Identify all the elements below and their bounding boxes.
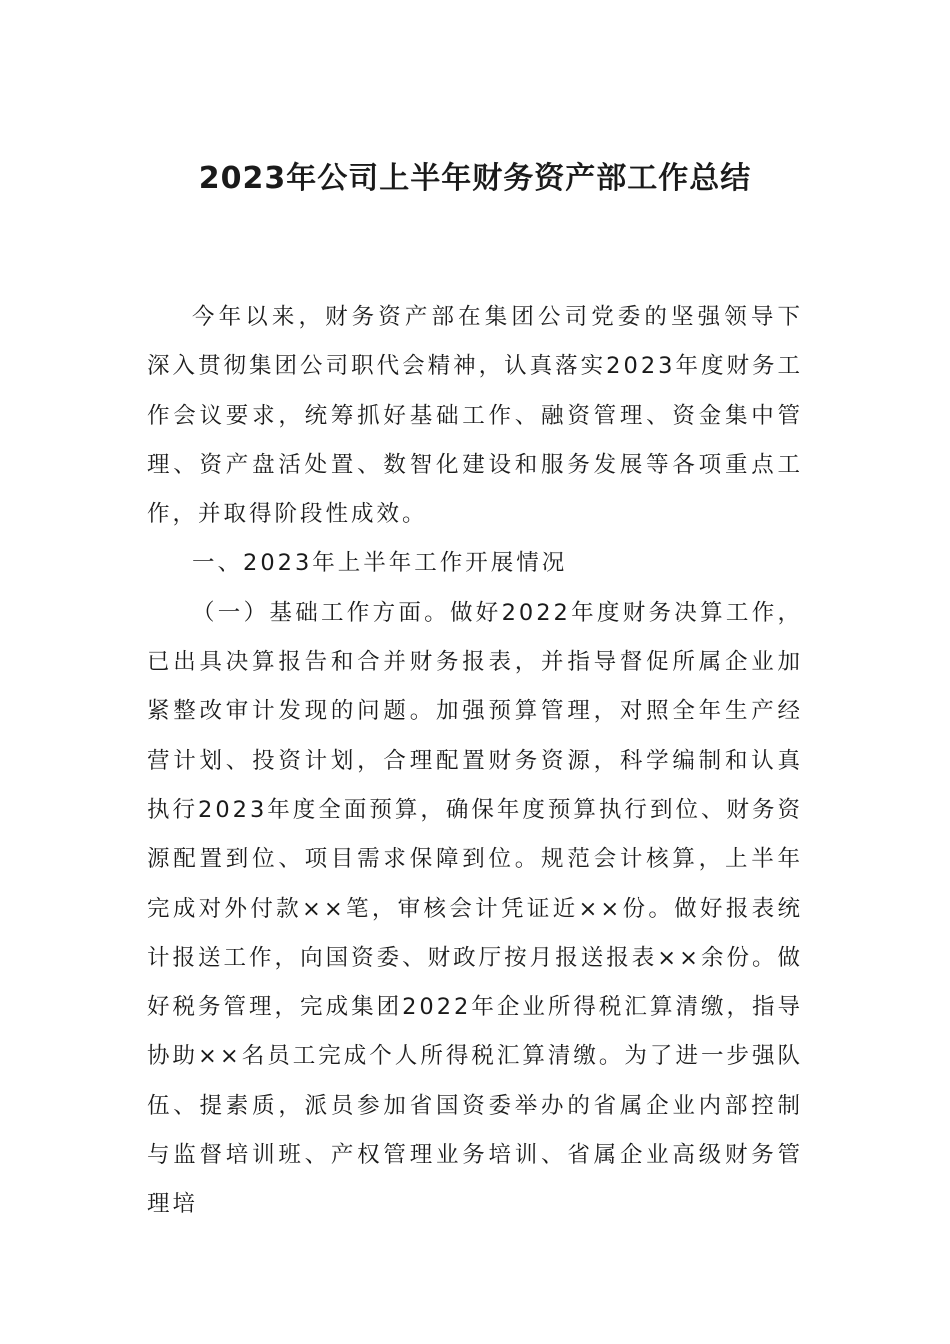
document-title: 2023年公司上半年财务资产部工作总结 xyxy=(198,161,752,196)
paragraph-basic-work: （一）基础工作方面。做好2022年度财务决算工作，已出具决算报告和合并财务报表，并指导督促所属企业加紧整改审计发现的问题。加强预算管理，对照全年生产经营计划、投资计划，合理配置财务资源，科学编制和认真执行2023年度全面预算，确保年度预算执行到位、财务资源配置到位、项目需求保障到位。规范会计核算，上半年完成对外付款××笔，审核会计凭证近××份。做好报表统计报送工作，向国资委、财政厅按月报送报表××余份。做好税务管理，完成集团2022年企业所得税汇算清缴，指导协助××名员工完成个人所得税汇算清缴。为了进一步强队伍、提素质，派员参加省国资委举办的省属企业内部控制与监督培训班、产权管理业务培训、省属企业高级财务管理培 xyxy=(147,599,803,1218)
paragraph-intro: 今年以来，财务资产部在集团公司党委的坚强领导下深入贯彻集团公司职代会精神，认真落实2023年度财务工作会议要求，统筹抓好基础工作、融资管理、资金集中管理、资产盘活处置、数智化建设和服务发展等各项重点工作，并取得阶段性成效。 xyxy=(147,304,803,528)
document-body xyxy=(147,293,803,1230)
section-heading: 一、2023年上半年工作开展情况 xyxy=(192,550,568,577)
